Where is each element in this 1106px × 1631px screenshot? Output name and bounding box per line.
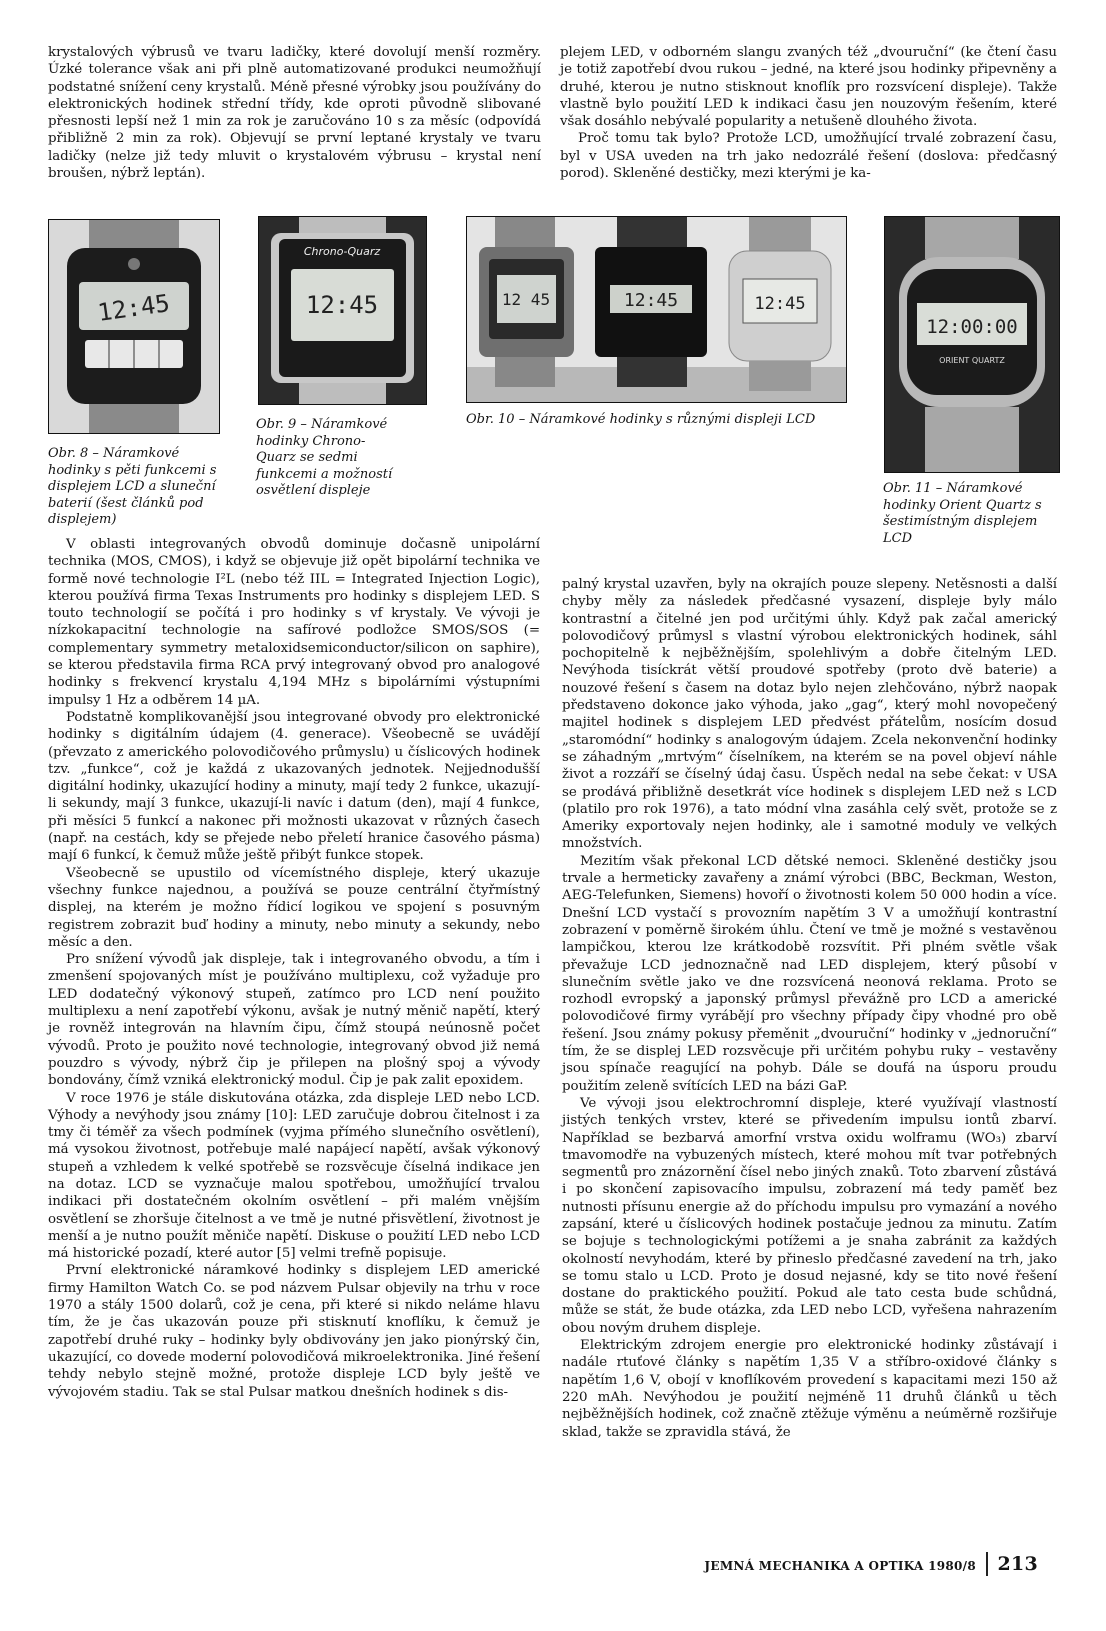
paragraph: krystalových výbrusů ve tvaru ladičky, které dovolují menší rozměry. Úzké tolerance však ani při plně automatizované produkci neumožňují podstatné snížení ceny krystalů. Méně přesné výrobky jsou používány do elektronických hodinek střední třídy, kde oproti původně slibované přesnosti lepší než 1 min za rok je zaručováno 10 s za měsíc (odpovídá přibližně 2 min za rok). Objevují se první leptané krystaly ve tvaru ladičky (nelze již tedy mluvit o krystalovém výbrusu – krystal není broušen, nýbrž leptán).	[48, 45, 541, 182]
footer-divider	[986, 1552, 988, 1576]
paragraph: V oblasti integrovaných obvodů dominuje dočasně unipolární technika (MOS, CMOS), i když se objevuje již opět bipolární technika ve formě nové technologie I²L (nebo též IIL = Integrated Injection Logic), kterou používá firma Texas Instruments pro hodinky s displejem LED. S touto technologií se počítá i pro hodinky s vf krystaly. Ve vývoji je nízkokapacitní technologie na safírové podložce SMOS/SOS (= complementary symmetry metaloxidsemiconductor/silicon on saphire), se kterou představila firma RCA prvý integrovaný obvod pro analogové hodinky s frekvencí krystalu 4,194 MHz s bipolárními výstupními impulsy 1 Hz a odběrem 14 µA.	[48, 537, 540, 708]
paragraph: Ve vývoji jsou elektrochromní displeje, které využívají vlastností jistých tenkých vrstev, které se přivedením impulsu iontů zbarví. Například se bezbarvá amorfní vrstva oxidu wolframu (WO₃) zbarví tmavomodře na vybuzených místech, které mohou mít tvar potřebných segmentů pro znázornění čísel nebo jiných znaků. Toto zbarvení zůstává i po skončení zapisovacího impulsu, zobrazení má tedy paměť bez nutnosti přísunu energie až do příchodu impulsu pro vymazání a nového zapsání, které u číslicových hodinek postačuje jednou za minutu. Zatím se bojuje s technologickými potížemi a je snaha zabránit za každých okolností nevyhodám, které by přineslo předčasné zavedení na trh, jako se tomu stalo u LCD. Proto je dosud nejasné, kdy se tito nové řešení dostane do praktického použití. Pokud ale tato cesta bude schůdná, může se stát, že bude otázka, zda LED nebo LCD, vyřešena nahrazením obou novým druhem displeje.	[562, 1095, 1057, 1336]
figure-10-photo	[466, 216, 847, 403]
figure-11-photo	[884, 216, 1060, 473]
fig10-display-2: 12:45	[623, 290, 679, 311]
top-right-text	[560, 44, 1057, 182]
figure-8-photo	[48, 219, 220, 434]
page-number: 213	[997, 1553, 1038, 1575]
paragraph: První elektronické náramkové hodinky s displejem LED americké firmy Hamilton Watch Co. se pod názvem Pulsar objevily na trhu v roce 1970 a stály 1500 dolarů, což je cena, při které si nikdo neláme hlavu tím, že je čas ukazován pouze při stisknutí knoflíku, k čemuž je zapotřebí druhé ruky – hodinky byly obdivovány jen jako pionýrský čin, ukazující, co dovede moderní polovodičová mikroelektronika. Jiné řešení tehdy nebylo stejně možné, protože displeje LCD byly ještě ve vývojovém stadiu. Tak se stal Pulsar matkou dnešních hodinek s dis-	[48, 1263, 540, 1400]
fig11-brand-text: ORIENT QUARTZ	[939, 356, 1005, 365]
paragraph: V roce 1976 je stále diskutována otázka, zda displeje LED nebo LCD. Výhody a nevýhody jsou známy [10]: LED zaručuje dobrou čitelnost i za tmy či téměř za všech podmínek (vyjma přímého slunečního osvětlení), má vysokou životnost, potřebuje malé napájecí napětí, avšak výkonový stupeň a vzhledem k velké spotřebě se rozsvěcuje číselná indikace jen na dotaz. LCD se vyznačuje malou spotřebou, umožňující trvalou indikaci při dostatečném okolním osvětlení – při malém vnějším osvětlení se zhoršuje čitelnost a ve tmě je nutné přisvětlení, životnost je menší a je nutno použít měniče napětí. Diskuse o použití LED nebo LCD má historické pozadí, které autor [5] velmi trefně popisuje.	[48, 1090, 540, 1262]
paragraph: Elektrickým zdrojem energie pro elektronické hodinky zůstávají i nadále rtuťové články s napětím 1,35 V a stříbro-oxidové články s napětím 1,6 V, obojí v knoflíkovém provedení s kapacitami mezi 150 až 220 mAh. Nevýhodou je použití nejméně 11 druhů článků u těch nejběžnějších hodinek, což značně ztěžuje výměnu a neúměrně rozšiřuje sklad, takže se zpravidla stává, že	[562, 1338, 1057, 1440]
paragraph: Podstatně komplikovanější jsou integrované obvody pro elektronické hodinky s digitálním údajem (4. generace). Všeobecně se uvádějí (převzato z amerického polovodičového průmyslu) u číslicových hodinek tzv. „funkce“, což je každá z ukazovaných jednotek. Nejjednodušší digitální hodinky, ukazující hodiny a minuty, mají tedy 2 funkce, ukazují-li sekundy, mají 3 funkce, ukazují-li navíc i datum (den), mají 4 funkce, při měsíci 5 funkcí a nakonec při možnosti ukazovat v různých časech (např. na cestách, kdy se přejede nebo přeletí hranice časového pásma) mají 6 funkcí, k čemuž může ještě přibýt funkce stopek.	[48, 709, 540, 864]
fig11-display-text: 12:00:00	[926, 316, 1018, 338]
paragraph: plejem LED, v odborném slangu zvaných též „dvouruční“ (ke čtení času je totiž zapotřebí dvou rukou – jedné, na které jsou hodinky připevněny a druhé, kterou je nutno stisknout knoflík pro rozsvícení displeje). Takže vlastně bylo použití LED k indikaci času jen nouzovým řešením, které však dosáhlo nebývalé popularity a netušeně dlouhého života.	[560, 45, 1057, 130]
figure-11-caption: Obr. 11 – Náramkové hodinky Orient Quartz s šestimístným displejem LCD	[883, 481, 1042, 546]
top-left-text	[48, 44, 541, 182]
paragraph: Pro snížení vývodů jak displeje, tak i integrovaného obvodu, a tím i zmenšení spojovaných míst je používáno multiplexu, což vyžaduje pro LED dodatečný výkonový stupeň, zatímco pro LCD není použito multiplexu a není zapotřebí výkonu, avšak je nutný měnič napětí, který je rovněž integrován na hlavním čipu, čímž stoupá neúnosně počet vývodů. Proto je použito nové technologie, integrovaný obvod již nemá pouzdro s vývody, nýbrž čip je přilepen na plošný spoj a vývody bondovány, čímž vzniká elektronický modul. Čip je pak zalit epoxidem.	[48, 952, 540, 1089]
right-column	[562, 576, 1057, 1441]
fig9-display-text: 12:45	[305, 291, 379, 319]
paragraph: Mezitím však překonal LCD dětské nemoci. Skleněné destičky jsou trvale a hermeticky zavařeny a známí výrobci (BBC, Beckman, Weston, AEG-Telefunken, Siemens) hovoří o životnosti kolem 50 000 hodin a více. Dnešní LCD vystačí s provozním napětím 3 V a umožňují kontrastní zobrazení v poměrně širokém úhlu. Čtení ve tmě je možné s vestavěnou lampičkou, kterou lze krátkodobě rozsvítit. Při plném světle však převažuje LCD jednoznačně nad LED displejem, který působí v slunečním světle jako ve dne rozsvícená neonová reklama. Proto se rozhodl evropský a japonský průmysl převážně pro LCD a americké polovodičové firmy vyrábějí pro všechny případy čipy vhodné pro obě řešení. Jsou známy pokusy přeměnit „dvouruční“ hodinky v „jednoruční“ tím, že se displej LED rozsvěcuje při určitém pohybu ruky – vestavěny jsou spínače reagující na pohyb. Dále se doufá na úsporu proudu použitím zeleně svítících LED na bázi GaP.	[562, 853, 1057, 1094]
fig10-display-1: 12 45	[501, 290, 551, 309]
page-footer	[704, 1552, 1060, 1576]
paragraph: Proč tomu tak bylo? Protože LCD, umožňující trvalé zobrazení času, byl v USA uveden na trh jako nedozrálé řešení (doslova: předčasný porod). Skleněné destičky, mezi kterými je ka-	[560, 131, 1057, 182]
left-column	[48, 536, 540, 1401]
paragraph: palný krystal uzavřen, byly na okrajích pouze slepeny. Netěsnosti a další chyby měly za následek předčasné vysazení, displeje byly málo kontrastní a čitelné jen pod určitými úhly. Když pak začal americký polovodičový průmysl s vlastní výrobou elektronických hodinek, sáhl pochopitelně k nejběžnějším, spolehlivým a dobře čitelným LED. Nevýhoda tisíckrát větší proudové spotřeby (proto dvě baterie) a nouzové řešení s časem na dotaz bylo nejen zlehčováno, nýbrž naopak představeno dokonce jako výhoda, jako „gag“, který mohl novopečený majitel hodinek s displejem LED předvést přátelům, nosícím dosud „staromódní“ hodinky s analogovým údajem. Zcela nekonvenční hodinky se záhadným „mrtvým“ číselníkem, na kterém se na povel objeví náhle život a rozzáří se číselný údaj času. Úspěch nedal na sebe čekat: v USA se prodává přibližně desetkrát více hodinek s displejem LED než s LCD (platilo pro rok 1976), a tato módní vlna zasáhla celý svět, protože se z Ameriky exportovaly nejen hodinky, ale i samotné moduly ve velkých množstvích.	[562, 577, 1057, 852]
figure-10-caption: Obr. 10 – Náramkové hodinky s různými displeji LCD	[466, 412, 816, 427]
fig8-display-text: 12:45	[95, 289, 172, 327]
paragraph: Všeobecně se upustilo od vícemístného displeje, který ukazuje všechny funkce najednou, a používá se pouze centrální čtyřmístný displej, na kterém je možno řídicí logikou ve spojení s posuvným registrem zobrazit buď hodiny a minuty, nebo minuty a sekundy, nebo měsíc a den.	[48, 865, 540, 950]
fig10-display-3: 12:45	[754, 294, 806, 314]
figure-9-caption: Obr. 9 – Náramkové hodinky Chrono-Quarz se sedmi funkcemi a možností osvětlení displeje	[256, 417, 393, 499]
figure-8-caption: Obr. 8 – Náramkové hodinky s pěti funkcemi s displejem LCD a sluneční baterií (šest článků pod displejem)	[48, 446, 217, 528]
journal-title: JEMNÁ MECHANIKA A OPTIKA 1980/8	[704, 1559, 976, 1573]
fig9-brand-text: Chrono-Quarz	[303, 245, 381, 258]
figure-9-photo	[258, 216, 427, 405]
